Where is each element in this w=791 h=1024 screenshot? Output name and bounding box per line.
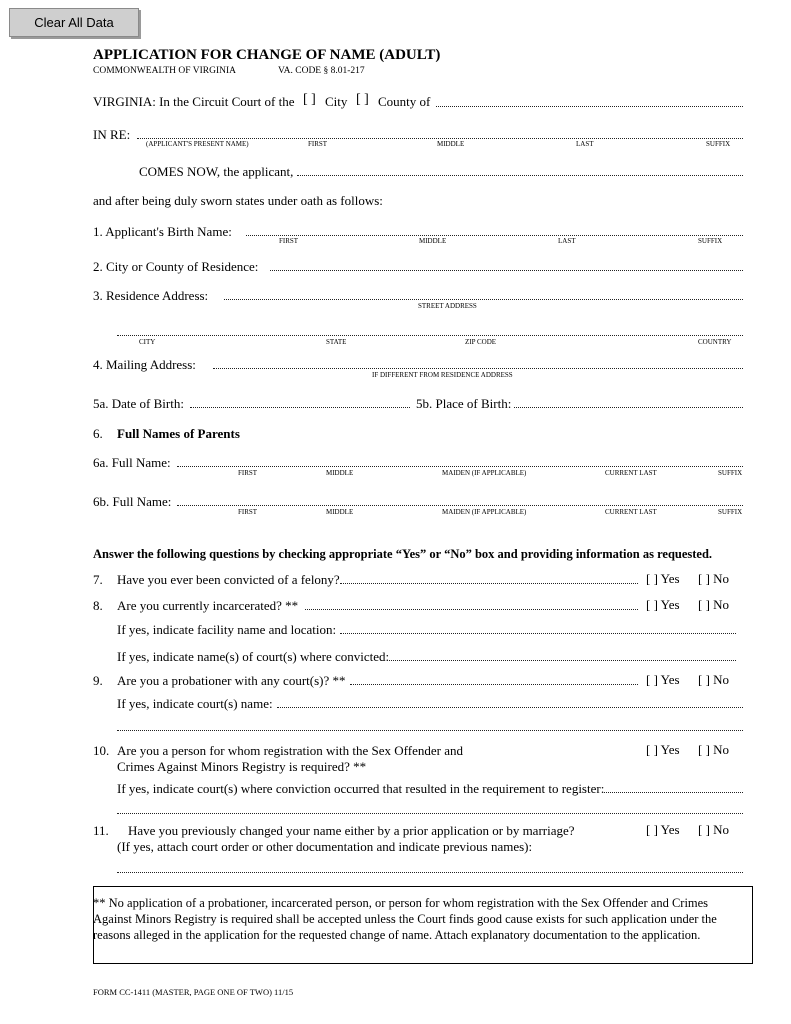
q6-number: 6. [93,426,103,441]
q8-facility-label: If yes, indicate facility name and location: [117,622,337,637]
q3-sublabel: COUNTRY [698,338,732,346]
q7-number: 7. [93,572,103,587]
registry-court-field[interactable] [604,780,743,793]
q10-number: 10. [93,743,110,758]
q5a-label: 5a. Date of Birth: [93,396,184,411]
q9-leader [350,672,638,685]
q5b-label: 5b. Place of Birth: [416,396,512,411]
court-prefix: VIRGINIA: In the Circuit Court of the [93,94,295,109]
mailing-address-field[interactable] [213,356,743,369]
q1-label: 1. Applicant's Birth Name: [93,224,232,239]
q10-text-line2: Crimes Against Minors Registry is required? ** [117,759,367,774]
page-title: APPLICATION FOR CHANGE OF NAME (ADULT) [93,47,441,63]
q9-text: Are you a probationer with any court(s)? ** [117,673,346,688]
header-commonwealth: COMMONWEALTH OF VIRGINIA [93,66,237,76]
date-of-birth-field[interactable] [190,395,410,408]
q8-number: 8. [93,598,103,613]
place-of-birth-field[interactable] [514,395,743,408]
q8-text: Are you currently incarcerated? ** [117,598,299,613]
q11-number: 11. [93,823,109,838]
q6a-sublabel: SUFFIX [718,469,743,477]
q10-text-line1: Are you a person for whom registration with the Sex Offender and [117,743,463,758]
county-checkbox[interactable]: [ ] [356,92,369,107]
in-re-sublabel: FIRST [308,140,328,148]
q6b-sublabel: SUFFIX [718,508,743,516]
q2-label: 2. City or County of Residence: [93,259,259,274]
parent2-name-field[interactable] [177,493,743,506]
q7-no-checkbox[interactable]: [ ] No [698,571,730,586]
q6b-sublabel: MIDDLE [326,508,354,516]
q1-sublabel: SUFFIX [698,237,723,245]
q7-text: Have you ever been convicted of a felony? [117,572,340,587]
clear-all-data-button[interactable]: Clear All Data [9,8,139,37]
q8-no-checkbox[interactable]: [ ] No [698,597,730,612]
street-address-field[interactable] [224,287,743,300]
q7-leader [340,571,638,584]
q10-yes-checkbox[interactable]: [ ] Yes [646,742,680,757]
q6a-sublabel: MAIDEN (IF APPLICABLE) [442,469,527,477]
q10-court-label: If yes, indicate court(s) where conviction occurred that resulted in the requirement to register: [117,781,605,796]
q6a-sublabel: CURRENT LAST [605,469,657,477]
applicant-present-name-field[interactable] [137,126,743,139]
probation-court-field[interactable] [277,695,743,708]
in-re-sublabel: (APPLICANT'S PRESENT NAME) [146,140,249,148]
q8-yes-checkbox[interactable]: [ ] Yes [646,597,680,612]
q3-label: 3. Residence Address: [93,288,209,303]
birth-name-field[interactable] [246,223,743,236]
q11-sub-label: (If yes, attach court order or other documentation and indicate previous names): [117,839,533,854]
q1-sublabel: MIDDLE [419,237,447,245]
header-code: VA. CODE § 8.01-217 [278,66,365,76]
q8-court-label: If yes, indicate name(s) of court(s) where convicted: [117,649,390,664]
instructions: Answer the following questions by checking appropriate “Yes” or “No” box and providing information as requested. [93,547,713,561]
convicted-court-field[interactable] [387,648,736,661]
q1-sublabel: FIRST [279,237,299,245]
parent1-name-field[interactable] [177,454,743,467]
residence-city-field[interactable] [270,258,743,271]
facility-field[interactable] [340,621,736,634]
registry-court-field-2[interactable] [117,801,743,814]
city-state-zip-field[interactable] [117,323,743,336]
q3-sublabel: STATE [326,338,347,346]
q11-text: Have you previously changed your name either by a prior application or by marriage? [128,823,575,838]
q9-court-label: If yes, indicate court(s) name: [117,696,273,711]
q6-heading: Full Names of Parents [117,426,240,441]
q10-no-checkbox[interactable]: [ ] No [698,742,730,757]
q3-sublabel: ZIP CODE [465,338,497,346]
previous-names-field[interactable] [117,860,743,873]
q6b-sublabel: MAIDEN (IF APPLICABLE) [442,508,527,516]
q11-no-checkbox[interactable]: [ ] No [698,822,730,837]
county-field[interactable] [436,94,743,107]
in-re-sublabel: LAST [576,140,594,148]
q1-sublabel: LAST [558,237,576,245]
q7-yes-checkbox[interactable]: [ ] Yes [646,571,680,586]
q11-yes-checkbox[interactable]: [ ] Yes [646,822,680,837]
q3-sublabel: CITY [139,338,156,346]
mailing-address-sublabel: IF DIFFERENT FROM RESIDENCE ADDRESS [372,371,513,379]
q6a-label: 6a. Full Name: [93,455,171,470]
q4-label: 4. Mailing Address: [93,357,196,372]
footnote-text: ** No application of a probationer, incarcerated person, or person for whom registration with the Sex Offender and Crimes Against Minors Registry is required shall be accepted unless the Court finds good cause exists for such application under the reasons alleged in the application for the requested change of name. Attach explanatory documentation to the application. [93,896,717,942]
comes-now-field[interactable] [297,163,743,176]
q9-number: 9. [93,673,103,688]
comes-now-label: COMES NOW, the applicant, [139,164,294,179]
city-checkbox[interactable]: [ ] [303,92,316,107]
q8-leader [305,597,638,610]
sworn-statement: and after being duly sworn states under oath as follows: [93,193,383,208]
q9-no-checkbox[interactable]: [ ] No [698,672,730,687]
street-address-sublabel: STREET ADDRESS [418,302,477,310]
q6a-sublabel: FIRST [238,469,258,477]
in-re-label: IN RE: [93,127,131,142]
q6b-sublabel: FIRST [238,508,258,516]
q9-yes-checkbox[interactable]: [ ] Yes [646,672,680,687]
county-label: County of [378,94,431,109]
q6a-sublabel: MIDDLE [326,469,354,477]
in-re-sublabel: SUFFIX [706,140,731,148]
in-re-sublabel: MIDDLE [437,140,465,148]
probation-court-field-2[interactable] [117,718,743,731]
form-footer: FORM CC-1411 (MASTER, PAGE ONE OF TWO) 11/15 [93,987,294,997]
q6b-label: 6b. Full Name: [93,494,172,509]
city-label: City [325,94,348,109]
q6b-sublabel: CURRENT LAST [605,508,657,516]
